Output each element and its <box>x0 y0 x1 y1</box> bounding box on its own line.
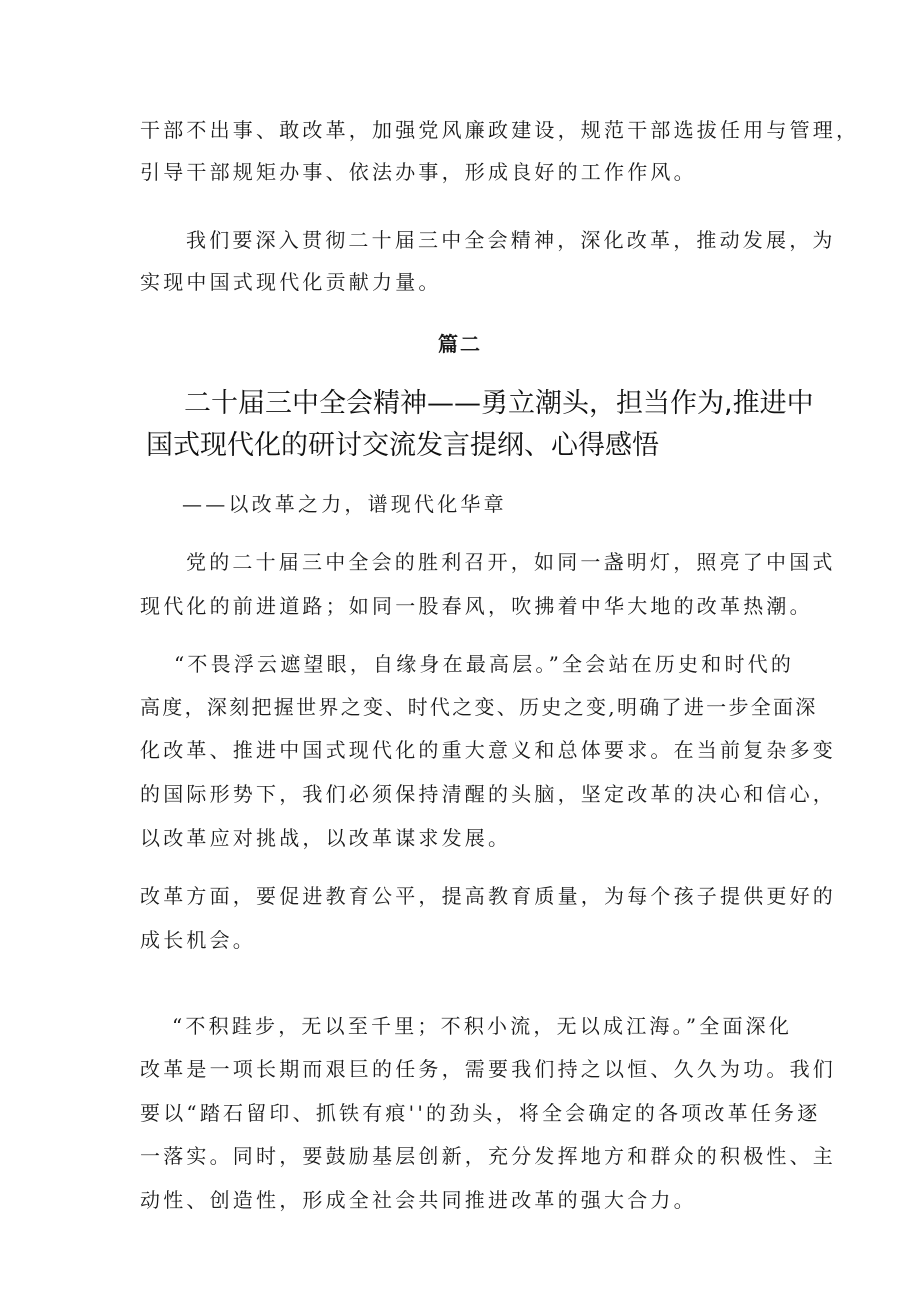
main-title-line-1: 二十届三中全会精神——勇立潮头，担当作为,推进中 <box>184 388 814 419</box>
section-label: 篇二 <box>438 332 482 356</box>
paragraph-4-line-4: 的国际形势下，我们必须保持清醒的头脑，坚定改革的决心和信心， <box>140 782 836 806</box>
paragraph-4-line-5: 以改革应对挑战，以改革谋求发展。 <box>140 826 512 850</box>
paragraph-6-line-2: 改革是一项长期而艰巨的任务，需要我们持之以恒、久久为功。我们 <box>140 1057 836 1081</box>
paragraph-6-line-3: 要以“踏石留印、抓铁有痕''的劲头，将全会确定的各项改革任务逐 <box>140 1101 821 1125</box>
main-title-line-2: 国式现代化的研讨交流发言提纲、心得感悟 <box>146 430 659 461</box>
paragraph-3-line-1: 党的二十届三中全会的胜利召开，如同一盏明灯，照亮了中国式 <box>186 550 836 574</box>
paragraph-6-line-4: 一落实。同时，要鼓励基层创新，充分发挥地方和群众的积极性、主 <box>140 1144 836 1168</box>
paragraph-5-line-1: 改革方面，要促进教育公平，提高教育质量，为每个孩子提供更好的 <box>140 884 836 908</box>
paragraph-6-line-5: 动性、创造性，形成全社会共同推进改革的强大合力。 <box>140 1188 697 1212</box>
paragraph-1-line-2: 引导干部规矩办事、依法办事，形成良好的工作作风。 <box>140 160 697 184</box>
paragraph-2-line-1: 我们要深入贯彻二十届三中全会精神，深化改革，推动发展，为 <box>186 228 836 252</box>
paragraph-3-line-2: 现代化的前进道路；如同一股春风，吹拂着中华大地的改革热潮。 <box>140 594 813 618</box>
paragraph-6-line-1: “不积跬步，无以至千里；不积小流，无以成江海。”全面深化 <box>172 1014 793 1038</box>
paragraph-4-line-2: 高度，深刻把握世界之变、时代之变、历史之变,明确了进一步全面深 <box>140 695 818 719</box>
subtitle: ——以改革之力，谱现代化华章 <box>182 492 507 516</box>
paragraph-1-line-1: 干部不出事、敢改革，加强党风廉政建设，规范干部选拔任用与管理， <box>140 118 860 142</box>
paragraph-4-line-1: “不畏浮云遮望眼，自缘身在最高层。”全会站在历史和时代的 <box>174 652 795 676</box>
paragraph-5-line-2: 成长机会。 <box>140 928 256 952</box>
paragraph-4-line-3: 化改革、推进中国式现代化的重大意义和总体要求。在当前复杂多变 <box>140 738 836 762</box>
paragraph-2-line-2: 实现中国式现代化贡献力量。 <box>140 270 442 294</box>
